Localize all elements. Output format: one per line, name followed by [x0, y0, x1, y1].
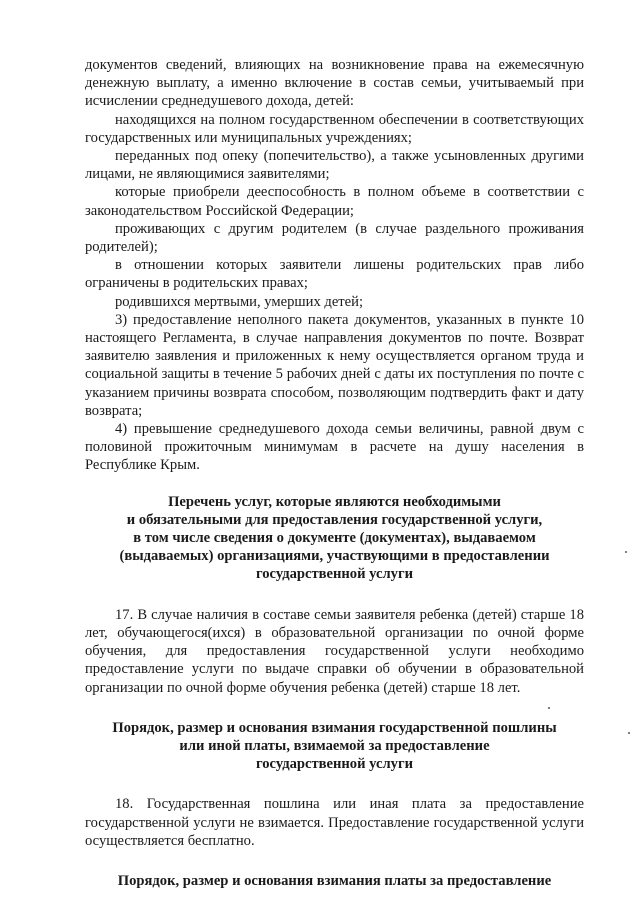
heading-line: и обязательными для предоставления государственной услуги,: [126, 511, 543, 528]
point-3-paragraph: 3) предоставление неполного пакета документов, указанных в пункте 10 настоящего Регламента, в случае направления документов по почте. Возврат заявителю заявления и приложенных к нему осуществляется органом труда и социальной защиты в течение 5 рабочих дней с даты их поступления по почте с указанием причины возврата способом, позволяющим подтвердить факт и дату возврата;: [85, 311, 584, 419]
section-heading-payment: Порядок, размер и основания взимания платы за предоставление: [117, 872, 552, 889]
list-item: которые приобрели дееспособность в полном объеме в соответствии с законодательством Российской Федерации;: [85, 184, 584, 219]
point-4-paragraph: 4) превышение среднедушевого дохода семьи величины, равной двум с половиной прожиточным минимумам в расчете на душу населения в Республике Крым.: [85, 421, 584, 474]
paragraph-17: 17. В случае наличия в составе семьи заявителя ребенка (детей) старше 18 лет, обучающегося(ихся) в образовательной организации по очной форме обучения, для предоставления государственной услуги необходимо предоставление услуги по выдаче справки об обучении в образовательной организации по очной форме обучения ребенка (детей) старше 18 лет.: [85, 606, 584, 696]
list-item: родившихся мертвыми, умерших детей;: [115, 293, 364, 310]
intro-paragraph: документов сведений, влияющих на возникновение права на ежемесячную денежную выплату, а именно включение в состав семьи, учитываемый при исчислении среднедушевого дохода, детей:: [85, 57, 584, 110]
list-item: находящихся на полном государственном обеспечении в соответствующих государственных или муниципальных учреждениях;: [85, 111, 584, 146]
heading-line: Порядок, размер и основания взимания государственной пошлины: [112, 719, 557, 736]
heading-line: государственной услуги: [255, 566, 414, 583]
heading-line: государственной услуги: [255, 756, 414, 773]
section-heading-services: [85, 493, 584, 584]
heading-line: или иной платы, взимаемой за предоставление: [179, 737, 490, 754]
heading-line: (выдаваемых) организациями, участвующими в предоставлении: [119, 548, 550, 565]
section-heading-fee: [85, 719, 584, 774]
list-item: переданных под опеку (попечительство), а также усыновленных другими лицами, не являющимися заявителями;: [85, 148, 584, 183]
paragraph-18: 18. Государственная пошлина или иная плата за предоставление государственной услуги не взимается. Предоставление государственной услуги осуществляется бесплатно.: [85, 796, 584, 849]
document-page: [85, 56, 584, 890]
list-item: проживающих с другим родителем (в случае раздельного проживания родителей);: [85, 220, 584, 256]
scan-speck: [548, 707, 550, 709]
scan-speck: [625, 551, 627, 553]
scan-speck: [628, 732, 630, 734]
heading-line: Перечень услуг, которые являются необходимыми: [168, 493, 501, 510]
list-item: в отношении которых заявители лишены родительских прав либо ограничены в родительских правах;: [85, 257, 584, 292]
heading-line: в том числе сведения о документе (документах), выдаваемом: [133, 530, 536, 547]
